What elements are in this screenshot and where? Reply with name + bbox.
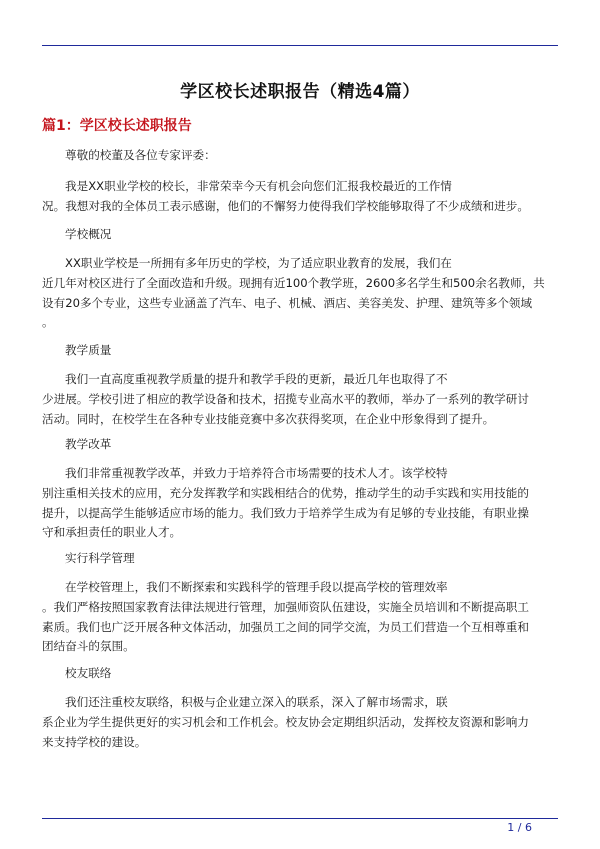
paragraph-line: 设有20多个专业，这些专业涵盖了汽车、电子、机械、酒店、美容美发、护理、建筑等多个领域 [42, 295, 533, 310]
section-heading-teaching-quality: 教学质量 [65, 343, 112, 357]
paragraph-teaching-reform [42, 464, 558, 543]
paragraph-line: 团结奋斗的氛围。 [42, 639, 135, 654]
section-heading-alumni-liaison: 校友联络 [65, 666, 112, 680]
paragraph-line: 素质。我们也广泛开展各种文体活动，加强员工之间的同学交流，为员工们营造一个互相尊重和 [42, 619, 529, 634]
paragraph-line: 守和承担责任的职业人才。 [42, 525, 182, 540]
section-heading-scientific-management: 实行科学管理 [65, 551, 135, 565]
paragraph-line: 我们一直高度重视教学质量的提升和教学手段的更新，最近几年也取得了不 [65, 372, 448, 386]
header-rule [42, 45, 558, 46]
paragraph-line: 况。我想对我的全体员工表示感谢，他们的不懈努力使得我们学校能够取得了不少成绩和进步。 [42, 198, 529, 213]
paragraph-line: 来支持学校的建设。 [42, 734, 147, 749]
paragraph-line: 。 [42, 315, 54, 330]
section-heading: 篇1：学区校长述职报告 [42, 118, 192, 134]
intro-paragraph [42, 177, 558, 217]
paragraph-line: 近几年对校区进行了全面改造和升级。现拥有近100个教学班，2600多名学生和500余名教师，共 [42, 275, 545, 290]
paragraph-line: XX职业学校是一所拥有多年历史的学校，为了适应职业教育的发展，我们在 [65, 256, 452, 270]
paragraph-line: 提升，以提高学生能够适应市场的能力。我们致力于培养学生成为有足够的专业技能，有职业操 [42, 505, 529, 520]
document-title: 学区校长述职报告（精选4篇） [180, 82, 420, 102]
paragraph-scientific-management [42, 578, 558, 657]
paragraph-line: 在学校管理上，我们不断探索和实践科学的管理手段以提高学校的管理效率 [65, 580, 448, 594]
salutation: 尊敬的校董及各位专家评委： [65, 148, 216, 162]
paragraph-school-overview [42, 254, 558, 333]
paragraph-line: 活动。同时，在校学生在各种专业技能竞赛中多次获得奖项，在企业中形象得到了提升。 [42, 411, 495, 426]
paragraph-line: 少进展。学校引进了相应的教学设备和技术，招揽专业高水平的教师，举办了一系列的教学研讨 [42, 391, 529, 406]
paragraph-teaching-quality [42, 370, 558, 429]
paragraph-line: 系企业为学生提供更好的实习机会和工作机会。校友协会定期组织活动，发挥校友资源和影响力 [42, 714, 529, 729]
paragraph-line: 我们还注重校友联络，积极与企业建立深入的联系，深入了解市场需求，联 [65, 695, 448, 709]
footer-rule [42, 818, 558, 819]
paragraph-line: 我是XX职业学校的校长，非常荣幸今天有机会向您们汇报我校最近的工作情 [65, 179, 452, 193]
section-heading-school-overview: 学校概况 [65, 227, 112, 241]
paragraph-alumni-liaison [42, 693, 558, 752]
paragraph-line: 别注重相关技术的应用，充分发挥教学和实践相结合的优势，推动学生的动手实践和实用技能的 [42, 485, 529, 500]
page-number: 1 / 6 [507, 821, 532, 834]
paragraph-line: 。我们严格按照国家教育法律法规进行管理，加强师资队伍建设，实施全员培训和不断提高职工 [42, 599, 529, 614]
section-heading-teaching-reform: 教学改革 [65, 437, 112, 451]
paragraph-line: 我们非常重视教学改革，并致力于培养符合市场需要的技术人才。该学校特 [65, 466, 448, 480]
